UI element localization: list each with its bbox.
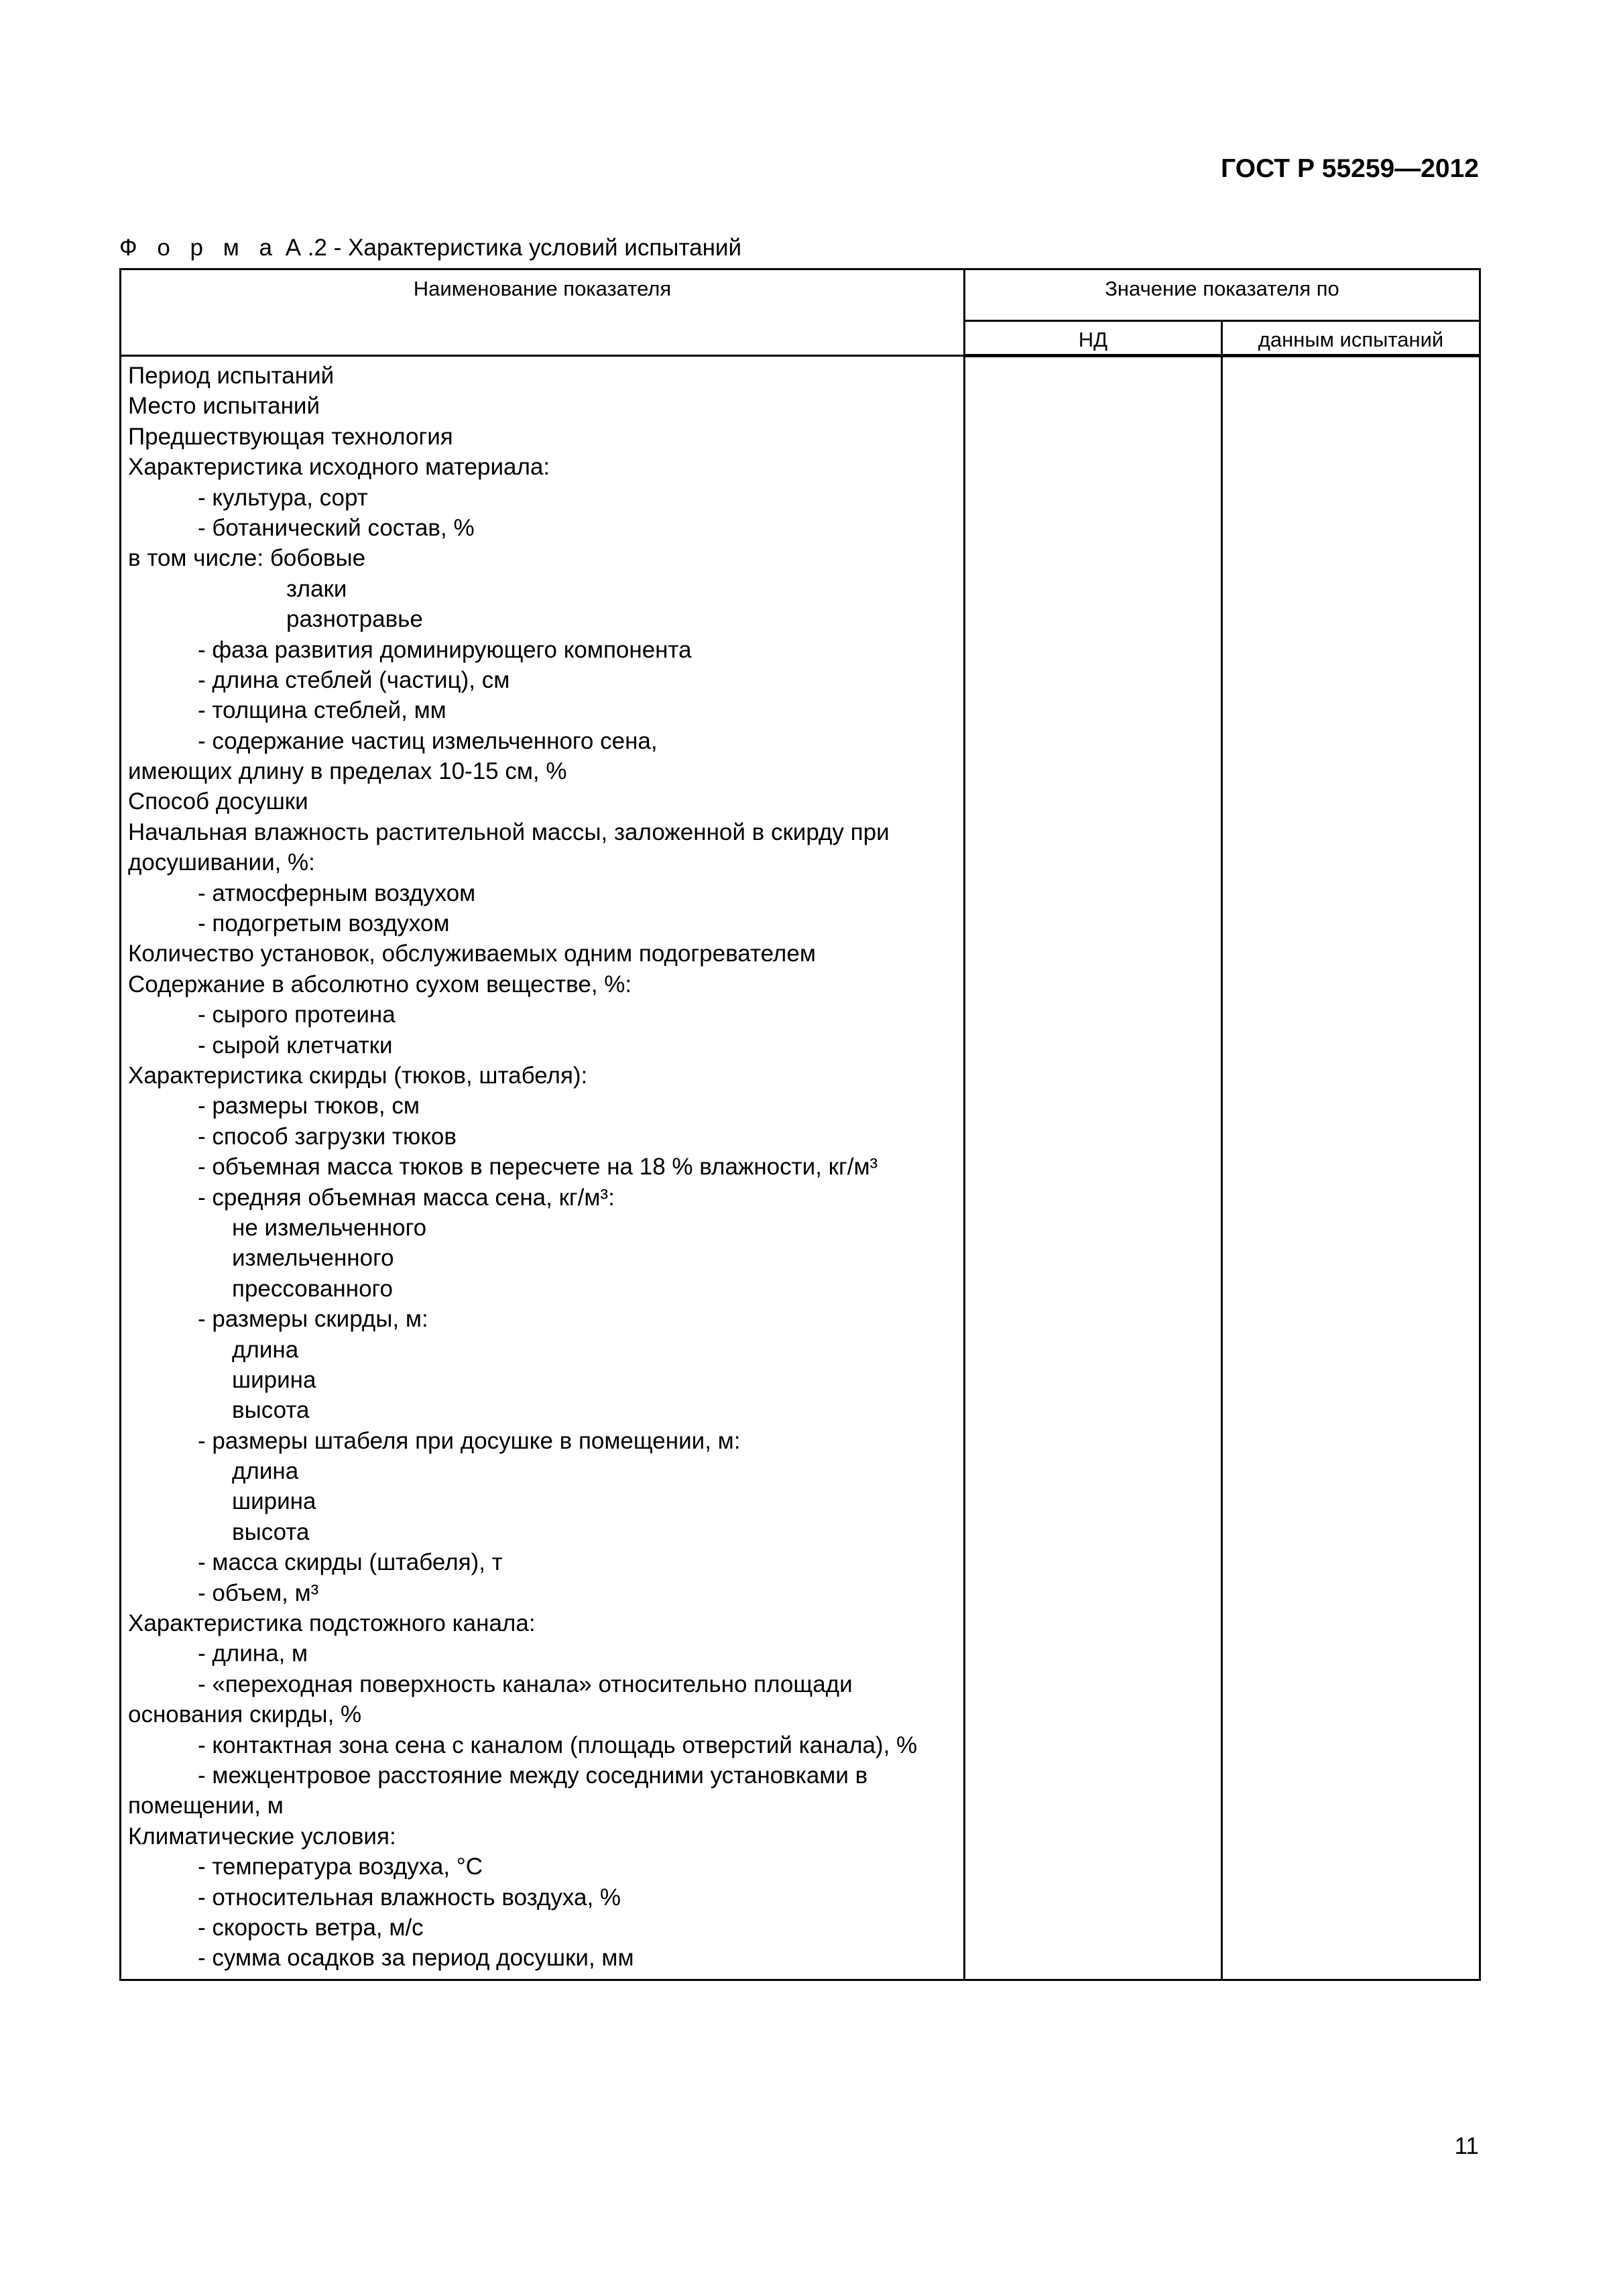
indicator-line: длина	[232, 1336, 299, 1363]
indicator-line: Количество установок, обслуживаемых одним подогревателем	[128, 941, 816, 967]
indicator-line: в том числе: бобовые	[128, 545, 366, 572]
indicator-line: - контактная зона сена с каналом (площадь отверстий канала), %	[198, 1732, 918, 1758]
test-values-cell[interactable]	[1222, 356, 1480, 1980]
indicator-line: - содержание частиц измельченного сена,	[198, 727, 658, 754]
table-body-row	[121, 356, 1480, 1980]
indicator-line: Содержание в абсолютно сухом веществе, %:	[128, 971, 632, 998]
indicator-line: - сырого протеина	[198, 1002, 396, 1028]
indicator-line: - ботанический состав, %	[198, 514, 475, 541]
form-caption	[119, 233, 741, 263]
characteristics-table	[119, 268, 1481, 1981]
indicator-line: - масса скирды (штабеля), т	[198, 1549, 503, 1576]
indicator-line: длина	[232, 1458, 299, 1485]
indicator-names-cell	[121, 356, 965, 1980]
indicator-line: злаки	[286, 575, 347, 602]
indicator-line: - средняя объемная масса сена, кг/м³:	[198, 1184, 615, 1211]
standard-code: ГОСТ Р 55259—2012	[1221, 154, 1479, 183]
form-title: - Характеристика условий испытаний	[333, 235, 741, 261]
column-header-name: Наименование показателя	[121, 269, 965, 356]
indicator-line: Место испытаний	[128, 393, 320, 420]
indicator-line: досушивании, %:	[128, 849, 315, 876]
indicator-line: - сырой клетчатки	[198, 1032, 393, 1059]
indicator-line: - толщина стеблей, мм	[198, 697, 446, 724]
indicator-line: ширина	[232, 1488, 316, 1515]
indicator-line: - относительная влажность воздуха, %	[198, 1884, 621, 1911]
indicator-line: - длина стеблей (частиц), см	[198, 666, 510, 693]
indicator-line: - размеры скирды, м:	[198, 1306, 428, 1333]
indicator-line: Период испытаний	[128, 363, 335, 389]
indicator-line: - скорость ветра, м/с	[198, 1914, 424, 1941]
indicator-line: высота	[232, 1397, 310, 1424]
page-number: 11	[1454, 2133, 1479, 2159]
indicator-line: измельченного	[232, 1245, 394, 1272]
indicator-line: - межцентровое расстояние между соседними установками в	[198, 1762, 868, 1789]
indicator-line: имеющих длину в пределах 10-15 см, %	[128, 758, 567, 785]
form-number: А .2	[285, 235, 327, 261]
form-label: Ф о р м а	[119, 235, 279, 261]
indicator-line: - культура, сорт	[198, 484, 368, 511]
indicator-line: Характеристика скирды (тюков, штабеля):	[128, 1062, 588, 1089]
indicator-line: - способ загрузки тюков	[198, 1123, 457, 1150]
indicator-line: Характеристика исходного материала:	[128, 454, 550, 481]
column-header-test-data: данным испытаний	[1222, 321, 1480, 356]
indicator-line: помещении, м	[128, 1793, 284, 1819]
indicator-line: ширина	[232, 1366, 316, 1393]
indicator-line: Способ досушки	[128, 788, 308, 815]
indicator-line: - атмосферным воздухом	[198, 880, 476, 906]
indicator-line: Характеристика подстожного канала:	[128, 1610, 536, 1637]
indicator-line: - подогретым воздухом	[198, 910, 450, 937]
indicator-line: - объемная масса тюков в пересчете на 18 % влажности, кг/м³	[198, 1154, 878, 1181]
indicator-line: высота	[232, 1518, 310, 1545]
indicator-line: - объем, м³	[198, 1579, 319, 1606]
indicator-line: - длина, м	[198, 1640, 308, 1667]
column-header-nd: НД	[965, 321, 1222, 356]
indicator-line: - размеры штабеля при досушке в помещении, м:	[198, 1427, 741, 1454]
indicator-line: разнотравье	[286, 606, 423, 633]
nd-values-cell[interactable]	[965, 356, 1222, 1980]
indicator-line: основания скирды, %	[128, 1701, 362, 1728]
indicator-line: - фаза развития доминирующего компонента	[198, 636, 692, 663]
column-header-value-group: Значение показателя по	[965, 269, 1480, 321]
indicator-line: не измельченного	[232, 1214, 427, 1241]
indicator-line: - «переходная поверхность канала» относительно площади	[198, 1671, 853, 1697]
indicator-line: Предшествующая технология	[128, 423, 453, 450]
indicator-line: - сумма осадков за период досушки, мм	[198, 1945, 634, 1972]
indicator-line: - температура воздуха, °С	[198, 1854, 483, 1880]
indicator-line: прессованного	[232, 1275, 393, 1302]
indicator-line: - размеры тюков, см	[198, 1093, 420, 1120]
indicator-line: Начальная влажность растительной массы, заложенной в скирду при	[128, 819, 890, 845]
indicator-line: Климатические условия:	[128, 1823, 396, 1850]
